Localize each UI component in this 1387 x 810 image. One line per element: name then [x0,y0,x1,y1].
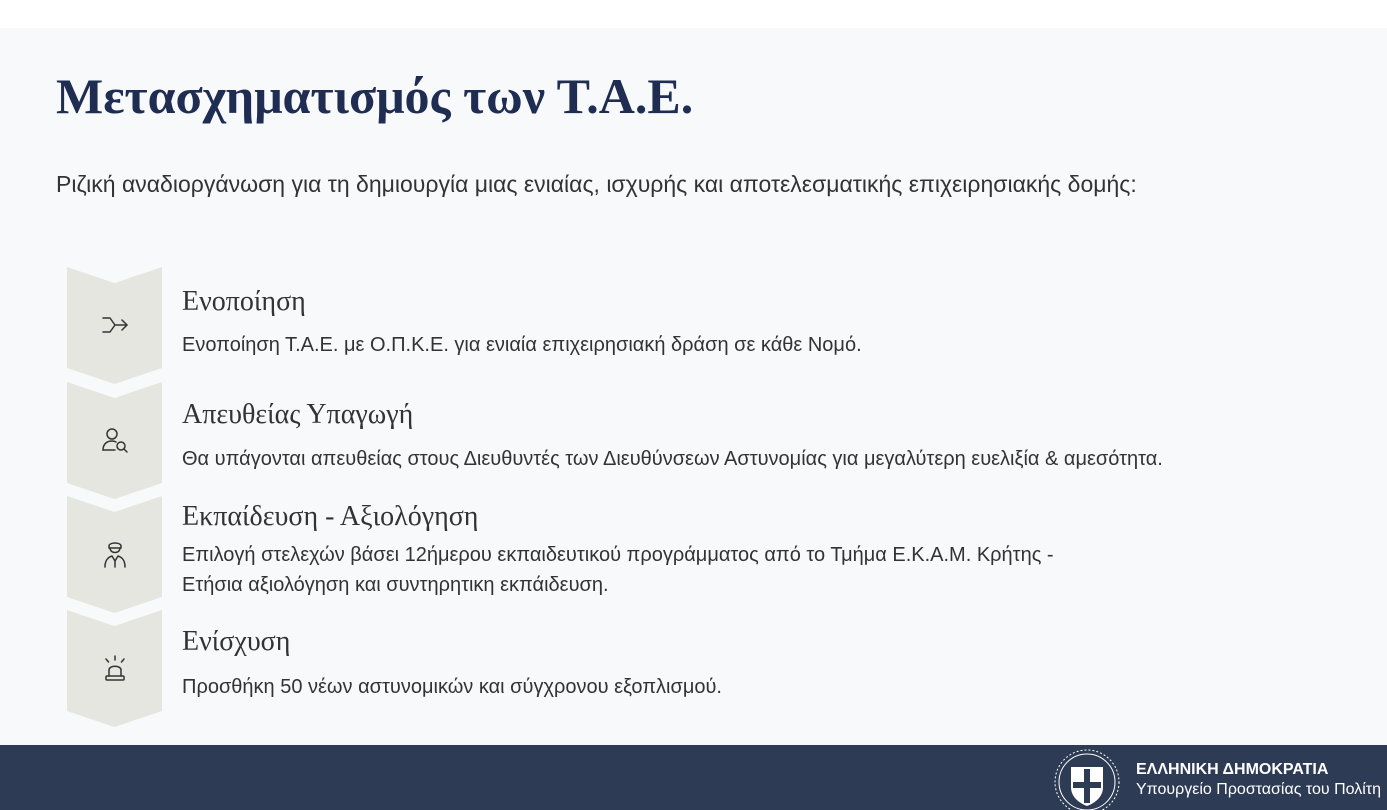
item-text-reinforcement: Προσθήκη 50 νέων αστυνομικών και σύγχρονου εξοπλισμού. [182,676,722,698]
chevron-badge [67,610,162,727]
item-title-reinforcement: Ενίσχυση [182,626,291,657]
slide-title: Μετασχηματισμός των Τ.Α.Ε. [56,68,694,124]
item-text-direct-subordination: Θα υπάγονται απευθείας στους Διευθυντές των Διευθύνσεων Αστυνομίας για μεγαλύτερη ευελιξία & αμεσότητα. [182,448,1163,470]
top-strip [0,0,1387,28]
item-text-training-line2: Ετήσια αξιολόγηση και συντηρητικη εκπάιδευση. [182,574,609,596]
chevron-badge [67,496,162,613]
footer-republic-label: ΕΛΛΗΝΙΚΗ ΔΗΜΟΚΡΑΤΙΑ [1136,761,1329,778]
footer-bar [0,745,1387,810]
item-text-unification: Ενοποίηση Τ.Α.Ε. με Ο.Π.Κ.Ε. για ενιαία επιχειρησιακή δράση σε κάθε Νομό. [182,334,862,356]
item-title-unification: Ενοποίηση [182,286,306,317]
item-title-training-evaluation: Εκπαίδευση - Αξιολόγηση [182,501,479,532]
item-text-training-line1: Επιλογή στελεχών βάσει 12ήμερου εκπαιδευτικού προγράμματος από το Τμήμα Ε.Κ.Α.Μ. Κρήτης - [182,544,1054,566]
hellenic-republic-emblem [1052,747,1122,810]
siren-icon [100,653,130,683]
user-search-icon [100,425,130,455]
police-officer-icon [100,539,130,569]
merge-arrow-icon [100,310,130,340]
chevron-badge [67,382,162,499]
slide-subtitle: Ριζική αναδιοργάνωση για τη δημιουργία μιας ενιαίας, ισχυρής και αποτελεσματικής επιχειρησιακής δομής: [56,171,1137,197]
footer-ministry-label: Υπουργείο Προστασίας του Πολίτη [1136,781,1381,798]
chevron-badge [67,267,162,384]
item-title-direct-subordination: Απευθείας Υπαγωγή [182,399,414,430]
